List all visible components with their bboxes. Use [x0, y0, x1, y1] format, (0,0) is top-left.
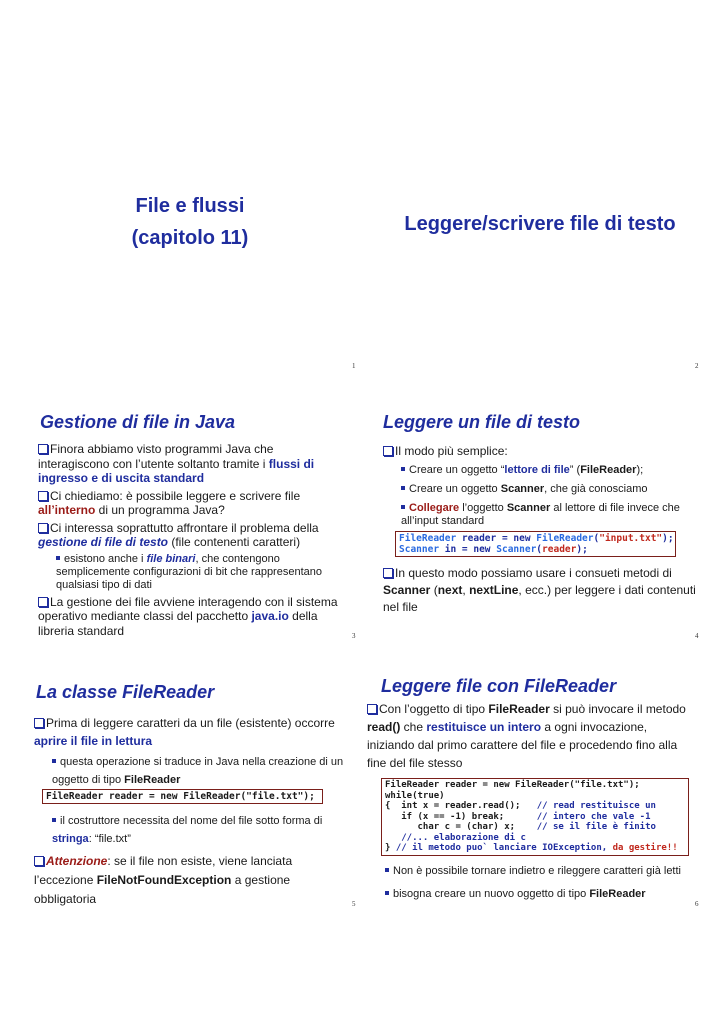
highlight: Scanner [383, 582, 431, 597]
square-bullet-icon [52, 818, 56, 822]
text: ” ( [569, 463, 581, 476]
sub-bullet [367, 885, 697, 903]
code-comment: // il metodo puo` lanciare IOException, [395, 843, 613, 853]
highlight: FileReader [124, 774, 181, 786]
code-token: ( [593, 532, 600, 544]
highlight: Attenzione [46, 854, 108, 868]
highlight: FileReader [488, 702, 550, 716]
text: (file contenenti caratteri) [168, 535, 301, 549]
highlight: all’interno [38, 503, 96, 517]
text: Il modo più semplice: [395, 444, 508, 458]
slide-6 [365, 676, 705, 1005]
title-line-1: File e flussi [135, 195, 245, 217]
highlight: read() [367, 720, 401, 734]
sub-bullet [383, 483, 698, 496]
highlight: Scanner [500, 482, 545, 495]
paragraph [367, 700, 697, 772]
square-bullet-icon [401, 505, 405, 509]
code-token: Scanner [496, 543, 537, 555]
code-token: Scanner [399, 543, 440, 555]
square-bullet-icon [401, 467, 405, 471]
paragraph [383, 444, 698, 459]
highlight: FileNotFoundException [96, 873, 232, 887]
checkbox-bullet-icon [34, 856, 44, 866]
highlight: Scanner [506, 501, 551, 514]
slide-title: La classe FileReader [36, 682, 215, 702]
text: , [462, 582, 470, 597]
text: Creare un oggetto [409, 482, 501, 495]
text: esistono anche i [64, 552, 147, 565]
square-bullet-icon [56, 556, 60, 560]
text: a ogni invocazione, iniziando dal primo carattere del file e procedendo fino alla fine del file stesso [367, 720, 678, 770]
paragraph [34, 852, 349, 909]
code-block [381, 778, 689, 856]
text: ); [636, 463, 644, 476]
text: della libreria standard [38, 609, 318, 638]
code-line: FileReader reader = new FileReader("file.txt"); [385, 780, 640, 790]
paragraph [383, 565, 698, 616]
slide-body [38, 442, 343, 641]
code-token: char c = (char) x; [385, 822, 537, 832]
sub-bullet [34, 753, 349, 789]
text: , che contengono semplicemente configurazioni di bit che rappresentano qualsiasi tipo di dati [56, 552, 322, 591]
code-token: "input.txt" [599, 532, 663, 544]
checkbox-bullet-icon [38, 444, 48, 454]
text: Finora abbiamo visto programmi Java che interagiscono con l’utente soltanto tramite i [38, 442, 274, 471]
highlight: lettore di file [504, 463, 570, 476]
text: In questo modo possiamo usare i consueti metodi di [395, 565, 672, 580]
slide-body [383, 444, 698, 619]
page-number: 4 [695, 632, 699, 640]
checkbox-bullet-icon [383, 568, 393, 578]
text: bisogna creare un nuovo oggetto di tipo [393, 887, 590, 900]
slide-title: Leggere un file di testo [383, 412, 581, 432]
paragraph [34, 714, 349, 750]
code-token: FileReader [536, 532, 594, 544]
checkbox-bullet-icon [383, 446, 393, 456]
paragraph [38, 595, 343, 639]
code-line: while(true) [385, 790, 445, 801]
checkbox-bullet-icon [34, 718, 44, 728]
text: di un programma Java? [95, 503, 225, 517]
sub-bullet [383, 464, 698, 477]
text: si può invocare il metodo [549, 702, 686, 716]
text: Ci chiediamo: è possibile leggere e scrivere file [50, 488, 301, 503]
code-token: ); [662, 532, 674, 544]
page-number: 2 [695, 362, 699, 370]
text: : se il file non esiste, viene lanciata l’eccezione [34, 854, 293, 887]
highlight: Collegare [409, 501, 460, 514]
highlight: FileReader [589, 887, 646, 900]
checkbox-bullet-icon [367, 704, 377, 714]
square-bullet-icon [385, 868, 389, 872]
slide-2 [365, 40, 705, 370]
paragraph [38, 489, 343, 518]
code-comment: da gestire!! [612, 843, 678, 853]
highlight: restituisce un intero [426, 720, 542, 734]
text: al lettore di file invece che all’input standard [401, 501, 680, 527]
code-token: if (x == -1) break; [385, 811, 537, 822]
code-token: } [385, 843, 396, 853]
slide-title [80, 190, 300, 254]
code-block: FileReader reader = new FileReader("file.txt"); [42, 789, 323, 804]
text: , ecc.) per leggere i dati contenuti nel file [383, 582, 696, 614]
text: l’oggetto [459, 501, 507, 514]
sub-bullet [383, 502, 698, 528]
text: il costruttore necessita del nome del file sotto forma di [60, 815, 323, 827]
text: La gestione dei file avviene interagendo con il sistema operativo mediante classi del pacchetto [38, 594, 338, 623]
highlight: gestione di file di testo [38, 535, 169, 549]
code-token: FileReader [399, 532, 457, 544]
code-comment: // intero che vale -1 [536, 811, 651, 822]
page-number: 5 [352, 900, 356, 908]
slide-1 [20, 40, 360, 370]
slide-title: Gestione di file in Java [40, 412, 236, 432]
code-token: reader [542, 543, 577, 555]
square-bullet-icon [401, 486, 405, 490]
text: Prima di leggere caratteri da un file (esistente) occorre [46, 716, 335, 730]
highlight: aprire il file in lettura [34, 734, 153, 748]
slide-body [367, 700, 697, 906]
checkbox-bullet-icon [38, 523, 48, 533]
page-number: 6 [695, 900, 699, 908]
text: , che già conosciamo [544, 482, 648, 495]
highlight: FileReader [580, 463, 637, 476]
code-token: ); [576, 543, 588, 555]
highlight: file binari [146, 552, 196, 565]
slide-5 [20, 682, 360, 1005]
text: : “file.txt” [88, 833, 131, 845]
highlight: flussi di ingresso e di uscita standard [38, 456, 315, 485]
text: questa operazione si traduce in Java nella creazione di un oggetto di tipo [52, 756, 344, 786]
highlight: next [437, 582, 463, 597]
slide-title: Leggere/scrivere file di testo [404, 213, 676, 235]
text: Non è possibile tornare indietro e rileggere caratteri già letti [393, 864, 681, 877]
slide-4 [365, 370, 705, 685]
paragraph [38, 442, 343, 486]
code-token: in = new [439, 543, 497, 555]
page-number: 1 [352, 362, 356, 370]
paragraph [38, 521, 343, 550]
sub-bullet [34, 812, 349, 848]
sub-bullet [38, 553, 343, 592]
highlight: java.io [251, 609, 289, 623]
slide-title: Leggere file con FileReader [381, 676, 617, 696]
page-number: 3 [352, 632, 356, 640]
sub-bullet [367, 862, 697, 880]
highlight: nextLine [469, 582, 519, 597]
text: che [400, 720, 427, 734]
checkbox-bullet-icon [38, 597, 48, 607]
checkbox-bullet-icon [38, 491, 48, 501]
text: Creare un oggetto “ [409, 463, 505, 476]
code-block [395, 531, 676, 557]
code-token: ( [536, 543, 543, 555]
code-comment: // read restituisce un [536, 801, 656, 811]
square-bullet-icon [385, 891, 389, 895]
text: ( [430, 582, 438, 597]
highlight: stringa [52, 833, 89, 845]
code-token: reader = new [456, 532, 537, 544]
square-bullet-icon [52, 759, 56, 763]
text: Con l’oggetto di tipo [379, 702, 489, 716]
code-token: { int x = reader.read(); [385, 801, 537, 811]
code-comment: //... elaborazione di c [385, 832, 526, 843]
slide-body [34, 714, 349, 912]
text: Ci interessa soprattutto affrontare il problema della [50, 520, 319, 535]
title-line-2: (capitolo 11) [131, 227, 249, 249]
text: a gestione obbligatoria [34, 873, 291, 906]
code-comment: // se il file è finito [536, 822, 656, 832]
slide-3 [20, 370, 360, 685]
